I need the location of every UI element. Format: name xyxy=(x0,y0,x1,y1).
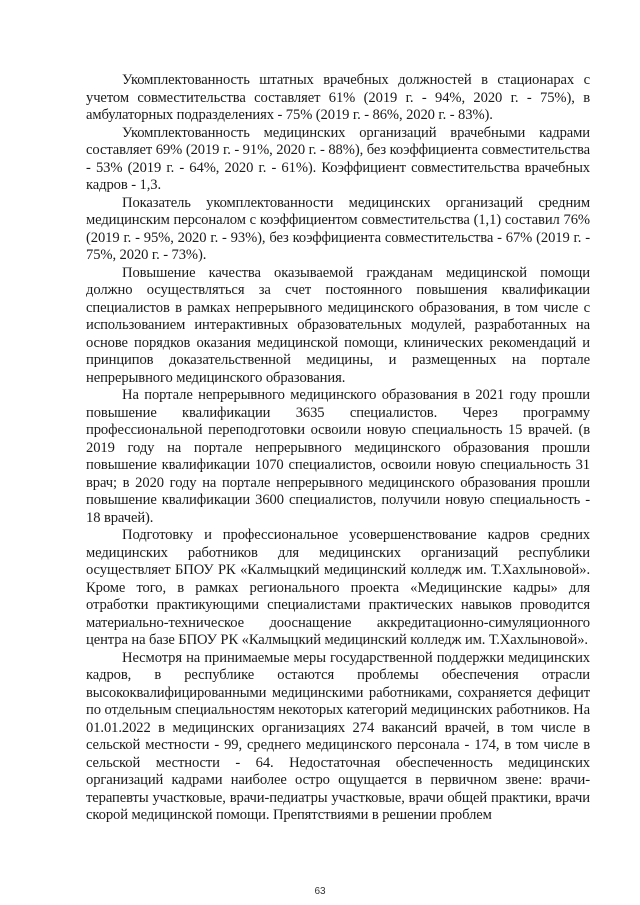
paragraph-continuing-education: Повышение качества оказываемой гражданам медицинской помощи должно осуществляться за счет постоянного повышения квалификации специалистов в рамках непрерывного медицинского образования, в том числе с использованием интерактивных образовательных модулей, разработанных на основе порядков оказания медицинской помощи, клинических рекомендаций и принципов доказательственной медицины, и размещенных на портале непрерывного медицинского образования. xyxy=(86,264,590,386)
paragraph-staffing-physicians: Укомплектованность медицинских организаций врачебными кадрами составляет 69% (2019 г. - 91%, 2020 г. - 88%), без коэффициента совместительства - 53% (2019 г. - 64%, 2020 г. - 61%). Коэффициент совместительства врачебных кадров - 1,3. xyxy=(86,124,590,193)
document-body xyxy=(86,72,590,825)
page-number: 63 xyxy=(314,886,326,897)
paragraph-staffing-hospitals: Укомплектованность штатных врачебных должностей в стационарах с учетом совместительства составляет 61% (2019 г. - 94%, 2020 г. - 75%), в амбулаторных подразделениях - 75% (2019 г. - 86%, 2020 г. - 83%). xyxy=(86,72,590,123)
paragraph-staffing-nurses: Показатель укомплектованности медицинских организаций средним медицинским персоналом с коэффициентом совместительства (1,1) составил 76% (2019 г. - 95%, 2020 г. - 93%), без коэффициента совместительства - 67% (2019 г. - 75%, 2020 г. - 73%). xyxy=(86,194,590,263)
paragraph-portal-statistics: На портале непрерывного медицинского образования в 2021 году прошли повышение квалификации 3635 специалистов. Через программу профессиональной переподготовки освоили новую специальность 15 врачей. (в 2019 году на портале непрерывного медицинского образования прошли повышение квалификации 1070 специалистов, освоили новую специальность 31 врач; в 2020 году на портале непрерывного медицинского образования прошли повышение квалификации 3600 специалистов, получили новую специальность - 18 врачей). xyxy=(86,387,590,526)
paragraph-college-training: Подготовку и профессиональное усовершенствование кадров средних медицинских работников для медицинских организаций республики осуществляет БПОУ РК «Калмыцкий медицинский колледж им. Т.Хахлыновой». Кроме того, в рамках регионального проекта «Медицинские кадры» для отработки практикующими специалистами практических навыков проводится материально-техническое дооснащение аккредитационно-симуляционного центра на базе БПОУ РК «Калмыцкий медицинский колледж им. Т.Хахлыновой». xyxy=(86,527,590,648)
paragraph-staffing-problems: Несмотря на принимаемые меры государственной поддержки медицинских кадров, в республике остаются проблемы обеспечения отрасли высококвалифицированными медицинскими работниками, сохраняется дефицит по отдельным специальностям некоторых категорий медицинских работников. На 01.01.2022 в медицинских организациях 274 вакансий врачей, в том числе в сельской местности - 99, среднего медицинского персонала - 174, в том числе в сельской местности - 64. Недостаточная обеспеченность медицинских организаций кадрами наиболее остро ощущается в первичном звене: врачи-терапевты участковые, врачи-педиатры участковые, врачи общей практики, врачи скорой медицинской помощи. Препятствиями в решении проблем xyxy=(86,649,590,823)
